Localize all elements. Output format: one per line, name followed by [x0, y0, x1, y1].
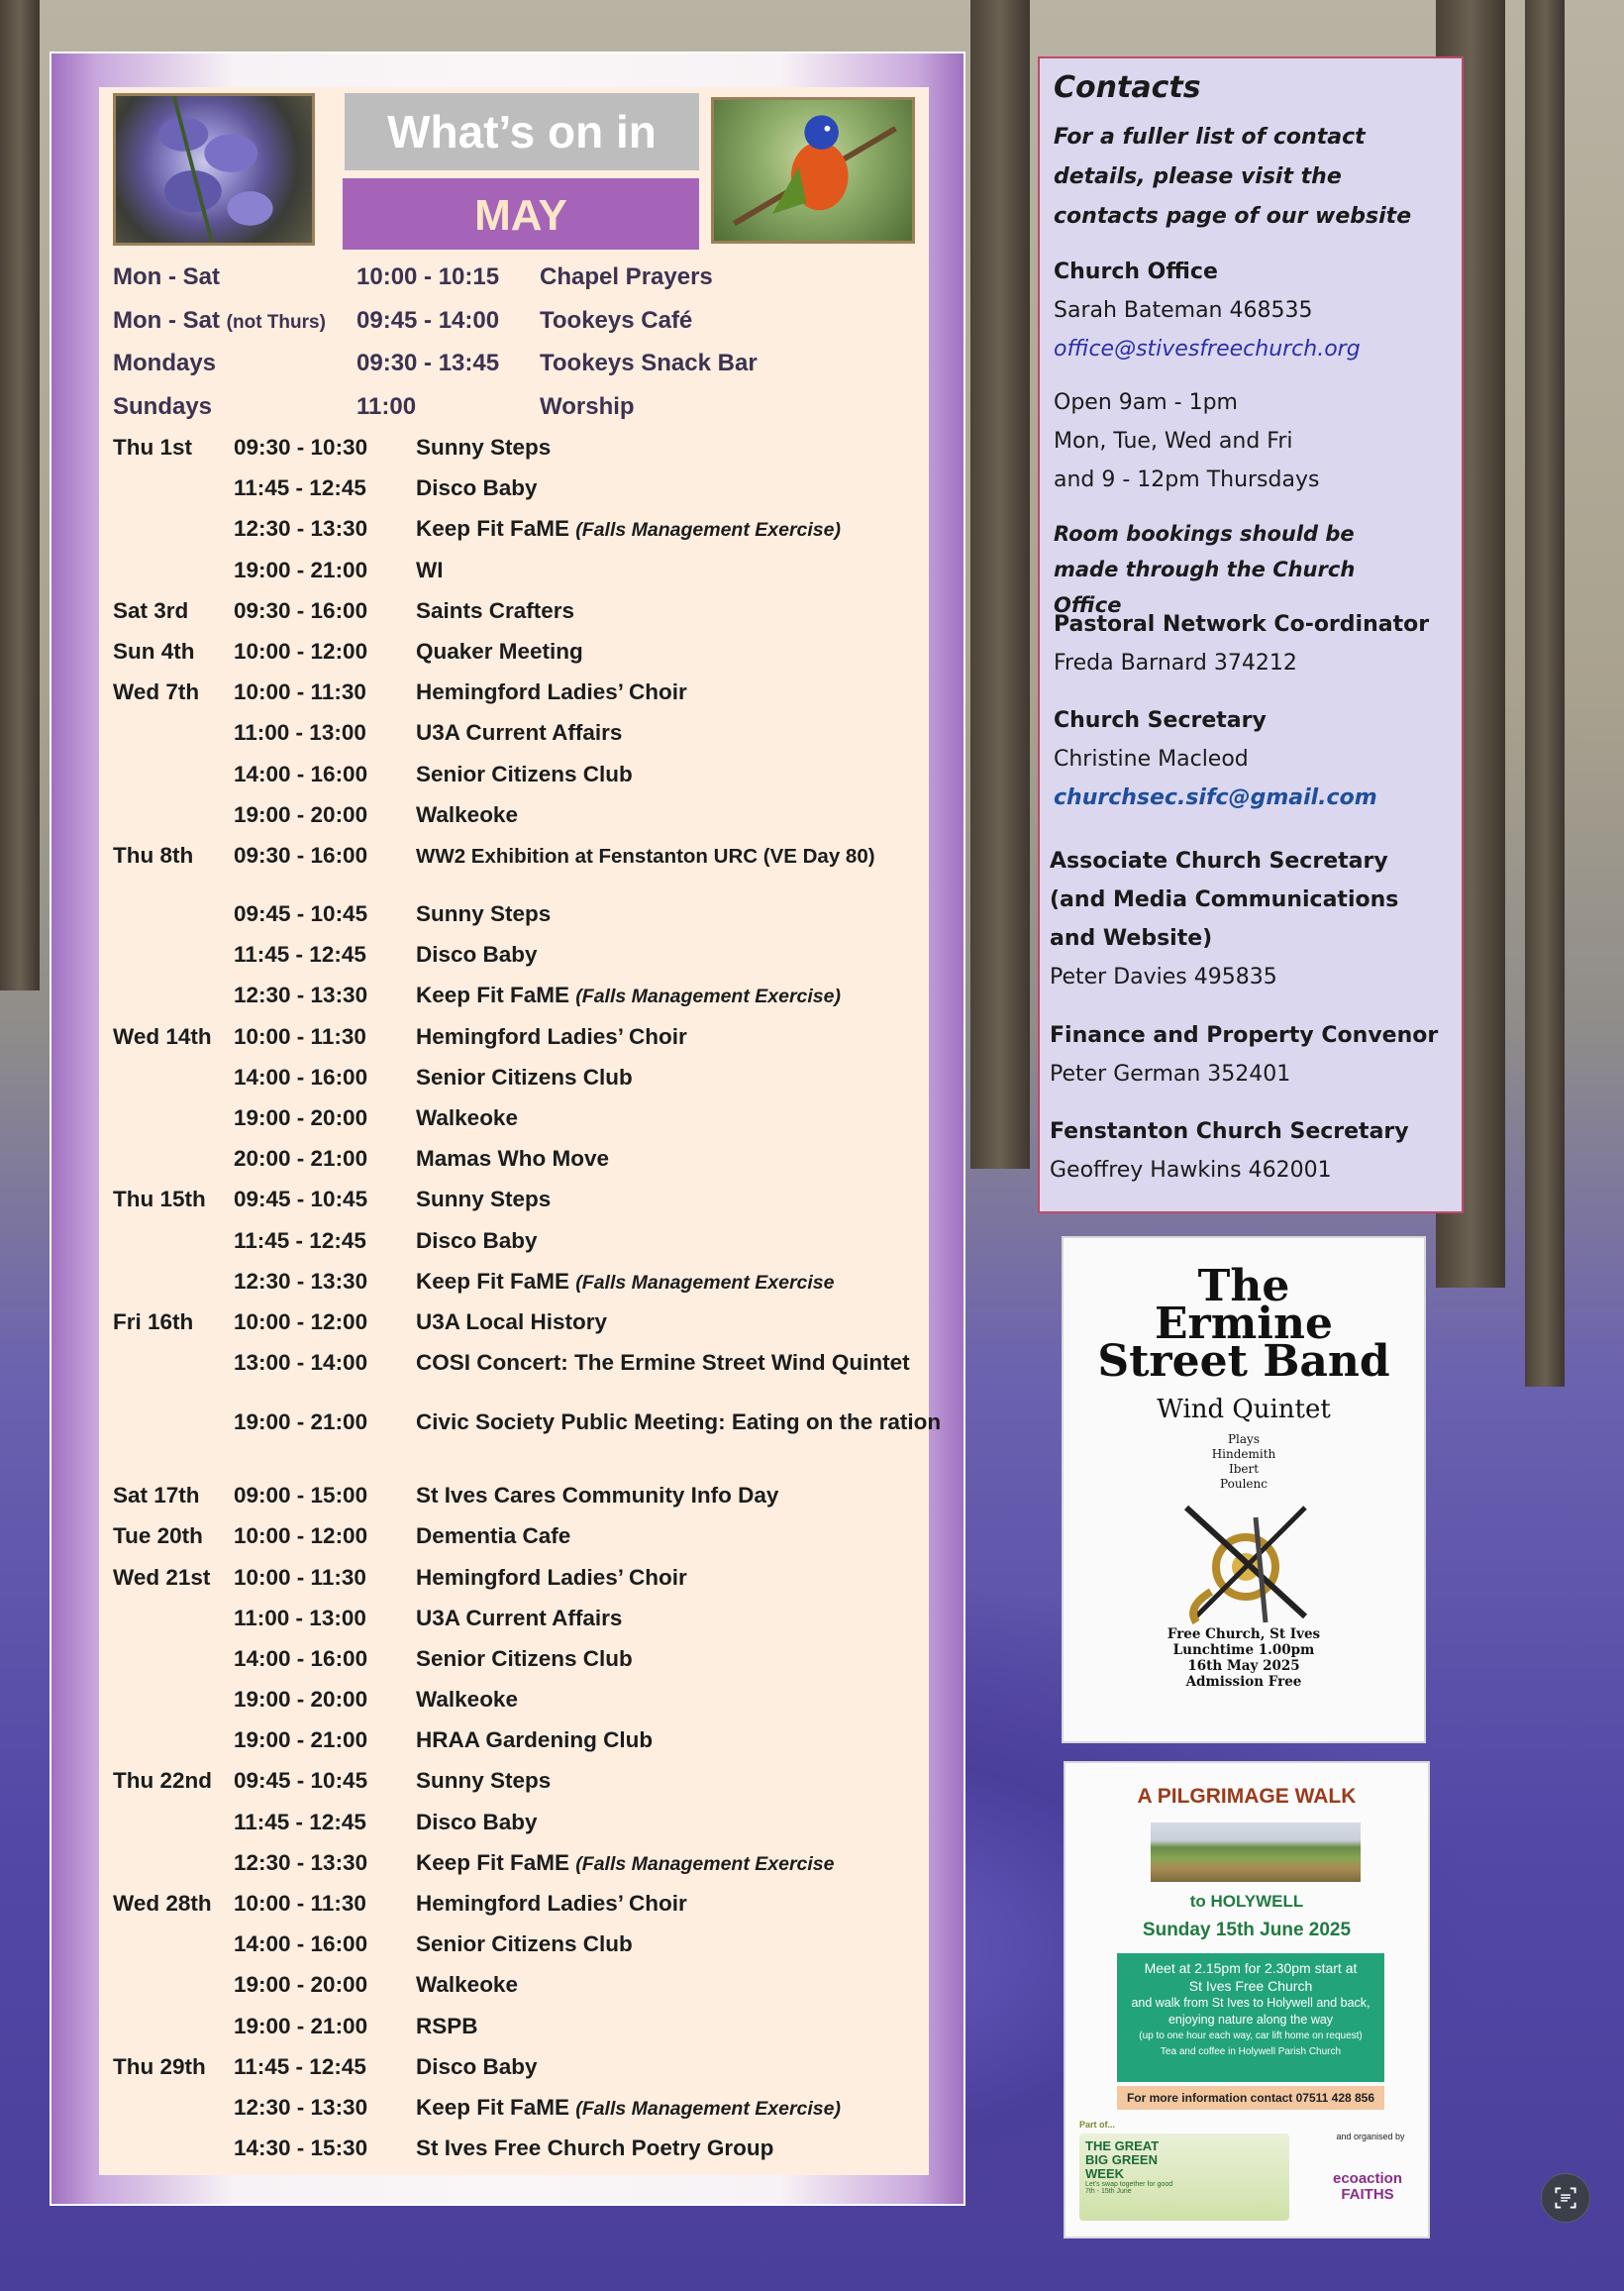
band-details: [1064, 1626, 1424, 1690]
event-title: Walkeoke: [416, 1687, 518, 1713]
event-time: 19:00 - 21:00: [234, 2013, 368, 2038]
finance-block: [1050, 1016, 1456, 1093]
event-title: Senior Citizens Club: [416, 1931, 633, 1957]
event-day: Thu 29th: [113, 2053, 206, 2079]
walk-detail: (up to one hour each way, car lift home on request): [1139, 2031, 1363, 2041]
tree-trunk: [1525, 0, 1565, 1387]
event-title: Disco Baby: [416, 942, 538, 968]
event-row: [113, 468, 945, 508]
regular-qualifier: (not Thurs): [226, 311, 326, 333]
event-name: [416, 1024, 687, 1050]
event-time: 10:00 - 11:30: [234, 679, 366, 705]
regular-row: [113, 344, 925, 387]
event-name: [416, 1810, 538, 1835]
event-title: Senior Citizens Club: [416, 1064, 633, 1090]
event-name: [416, 1850, 835, 1876]
event-time: 11:00 - 13:00: [234, 720, 366, 746]
event-title: Quaker Meeting: [416, 638, 583, 664]
walk-part-of: Part of...: [1079, 2120, 1116, 2130]
event-time: 12:30 - 13:30: [234, 1849, 368, 1875]
scan-text-icon: [1542, 2174, 1589, 2222]
event-title: Sunny Steps: [416, 901, 552, 927]
band-venue: Free Church, St Ives: [1167, 1626, 1321, 1642]
event-day: Sat 17th: [113, 1483, 200, 1509]
gbgw-line: WEEK: [1085, 2166, 1124, 2181]
event-time: 09:45 - 10:45: [234, 901, 368, 927]
office-hours-line: and 9 - 12pm Thursdays: [1054, 468, 1320, 492]
event-time: 19:00 - 20:00: [234, 1972, 368, 1998]
event-name: [416, 1523, 570, 1549]
event-row: [113, 2006, 945, 2046]
event-time: 19:00 - 20:00: [234, 801, 368, 827]
schedule-panel: [50, 52, 965, 2206]
event-day: Thu 8th: [113, 842, 194, 868]
event-title: WW2 Exhibition at Fenstanton URC (VE Day 80): [416, 844, 875, 868]
event-name: [416, 598, 574, 624]
event-title: HRAA Gardening Club: [416, 1727, 654, 1753]
regular-row: [113, 301, 925, 345]
event-title: Disco Baby: [416, 1227, 538, 1253]
bluebell-photo: [113, 93, 315, 246]
band-title: [1064, 1261, 1424, 1387]
event-row: [113, 1179, 945, 1219]
event-note: (Falls Management Exercise: [575, 1271, 835, 1294]
event-name: [416, 1606, 622, 1631]
header-title: What’s on in: [345, 93, 699, 170]
event-name: [416, 1483, 778, 1509]
event-time: 19:00 - 21:00: [234, 557, 368, 582]
ecoaction-faiths-logo: [1323, 2171, 1412, 2203]
event-name: [416, 679, 687, 705]
event-time: 19:00 - 21:00: [234, 1409, 368, 1435]
office-hours-line: Open 9am - 1pm: [1054, 390, 1238, 415]
event-time: 10:00 - 12:00: [234, 1523, 368, 1549]
secretary-label: Church Secretary: [1054, 708, 1267, 733]
event-row: [113, 1138, 945, 1179]
event-row: [113, 1016, 945, 1057]
event-title: Hemingford Ladies’ Choir: [416, 1023, 687, 1049]
event-time: 09:45 - 10:45: [234, 1768, 368, 1794]
event-row: [113, 1261, 945, 1302]
wind-instruments-illustration: [1176, 1498, 1315, 1626]
event-day: Wed 14th: [113, 1023, 212, 1049]
event-row: [113, 1402, 945, 1461]
band-time: Lunchtime 1.00pm: [1172, 1642, 1315, 1658]
contacts-panel: [1038, 56, 1464, 1213]
event-row: [113, 754, 945, 794]
event-row: [113, 1679, 945, 1719]
event-name: [416, 1065, 633, 1091]
event-title: COSI Concert: The Ermine Street Wind Quintet: [416, 1350, 910, 1376]
event-name: [416, 901, 551, 927]
landscape-photo: [1151, 1822, 1361, 1882]
event-row: [113, 934, 945, 975]
event-name: [416, 1105, 518, 1131]
band-title-line: The: [1197, 1261, 1290, 1311]
event-row: [113, 1802, 945, 1842]
regular-row: [113, 258, 925, 301]
band-admission: Admission Free: [1185, 1674, 1302, 1690]
event-time: 11:45 - 12:45: [234, 1809, 366, 1834]
event-title: Hemingford Ladies’ Choir: [416, 1564, 687, 1590]
event-title: Disco Baby: [416, 2053, 538, 2079]
event-name: [416, 475, 538, 501]
event-day: Thu 22nd: [113, 1768, 212, 1794]
walk-detail: enjoying nature along the way: [1167, 2013, 1334, 2027]
event-time: 12:30 - 13:30: [234, 1268, 368, 1294]
event-row: [113, 2046, 945, 2087]
event-title: Disco Baby: [416, 1809, 538, 1834]
event-row: [113, 1842, 945, 1883]
tree-trunk: [0, 0, 40, 990]
event-time: 11:00 - 13:00: [234, 1605, 366, 1630]
event-name: [416, 1972, 518, 1998]
header-month: MAY: [343, 178, 699, 250]
event-note: (Falls Management Exercise): [575, 519, 841, 542]
event-note: (Falls Management Exercise: [575, 1852, 835, 1875]
event-title: WI: [416, 557, 444, 582]
event-row: [113, 2087, 945, 2128]
event-name: [416, 1187, 551, 1212]
event-name: [416, 802, 518, 828]
event-time: 09:00 - 15:00: [234, 1483, 368, 1509]
great-big-green-week-logo: [1079, 2134, 1289, 2221]
bird-photo: [711, 97, 915, 244]
event-day: Tue 20th: [113, 1523, 203, 1549]
regular-time: 09:30 - 13:45: [356, 350, 500, 376]
event-title: St Ives Free Church Poetry Group: [416, 2135, 774, 2161]
event-row: [113, 1342, 945, 1402]
event-name: [416, 1407, 942, 1437]
band-plays: Plays: [1227, 1432, 1260, 1446]
band-date: 16th May 2025: [1187, 1658, 1300, 1674]
event-name: [416, 1646, 633, 1672]
walk-poster: [1064, 1761, 1430, 2239]
regular-row: [113, 387, 925, 431]
event-row: [113, 1097, 945, 1138]
event-row: [113, 1557, 945, 1598]
scan-text-button[interactable]: [1541, 2173, 1590, 2223]
event-title: Hemingford Ladies’ Choir: [416, 679, 687, 705]
event-name: [416, 2054, 538, 2080]
gbgw-tagline: Let's swap together for good: [1085, 2181, 1173, 2188]
office-hours-block: [1054, 383, 1460, 499]
regular-events: [113, 258, 925, 430]
eco-line: FAITHS: [1341, 2186, 1394, 2203]
church-office-label: Church Office: [1054, 260, 1218, 284]
walk-details-box: [1117, 1953, 1384, 2082]
band-poster: [1062, 1236, 1426, 1743]
event-title: Keep Fit FaME: [416, 2094, 570, 2120]
regular-name: Chapel Prayers: [540, 263, 713, 290]
event-row: [113, 893, 945, 934]
event-row: [113, 975, 945, 1015]
event-time: 10:00 - 12:00: [234, 1308, 368, 1334]
regular-name: Tookeys Snack Bar: [540, 350, 758, 376]
event-name: [416, 1269, 835, 1295]
event-name: [416, 1891, 687, 1917]
associate-label: and Website): [1050, 926, 1213, 951]
event-row: [113, 1515, 945, 1556]
event-title: Senior Citizens Club: [416, 761, 633, 786]
event-time: 14:00 - 16:00: [234, 1064, 368, 1090]
finance-label: Finance and Property Convenor: [1050, 1023, 1439, 1048]
gbgw-dates: 7th - 15th June: [1085, 2188, 1132, 2195]
regular-days: Mon - Sat: [113, 263, 220, 290]
event-row: [113, 631, 945, 672]
band-title-line: Ermine: [1155, 1299, 1333, 1349]
regular-name: Tookeys Café: [540, 306, 693, 334]
event-time: 10:00 - 11:30: [234, 1891, 366, 1916]
contacts-intro: For a fuller list of contact details, please visit the contacts page of our website: [1054, 125, 1412, 229]
walk-detail: St Ives Free Church: [1188, 1978, 1313, 1994]
event-day: Sat 3rd: [113, 597, 189, 623]
event-row: [113, 712, 945, 753]
regular-days: Mondays: [113, 350, 217, 376]
pastoral-block: [1054, 605, 1460, 682]
event-time: 11:45 - 12:45: [234, 1227, 366, 1253]
fenstanton-label: Fenstanton Church Secretary: [1050, 1119, 1409, 1144]
event-note: (Falls Management Exercise): [575, 986, 841, 1008]
event-time: 19:00 - 20:00: [234, 1687, 368, 1713]
band-title-line: Street Band: [1097, 1336, 1390, 1387]
walk-organised-by: and organised by: [1336, 2132, 1405, 2141]
event-time: 09:30 - 16:00: [234, 842, 368, 868]
pastoral-person: Freda Barnard 374212: [1054, 651, 1297, 676]
event-name: [416, 983, 841, 1008]
office-hours-line: Mon, Tue, Wed and Fri: [1054, 429, 1293, 454]
bookings-note: Room bookings should be made through the Church Office: [1054, 522, 1356, 617]
event-time: 11:45 - 12:45: [234, 2053, 366, 2079]
event-time: 13:00 - 14:00: [234, 1350, 368, 1376]
event-day: Wed 21st: [113, 1564, 211, 1590]
event-name: [416, 1687, 518, 1713]
event-title: Keep Fit FaME: [416, 983, 570, 1008]
contacts-title: Contacts: [1054, 70, 1201, 105]
walk-detail: and walk from St Ives to Holywell and back,: [1131, 1996, 1370, 2010]
band-subtitle: Wind Quintet: [1157, 1395, 1331, 1424]
regular-time: 09:45 - 14:00: [356, 306, 500, 334]
event-row: [113, 1598, 945, 1638]
event-title: Dementia Cafe: [416, 1523, 571, 1549]
event-time: 19:00 - 20:00: [234, 1105, 368, 1130]
secretary-block: [1054, 701, 1460, 817]
event-day: Wed 7th: [113, 679, 200, 705]
event-day: Thu 1st: [113, 435, 193, 460]
event-row: [113, 590, 945, 631]
event-name: [416, 1768, 551, 1794]
event-title: Walkeoke: [416, 801, 518, 827]
event-time: 14:30 - 15:30: [234, 2135, 368, 2161]
regular-days: Sundays: [113, 392, 213, 420]
event-title: Mamas Who Move: [416, 1146, 610, 1172]
gbgw-line: BIG GREEN: [1085, 2152, 1158, 2167]
gbgw-line: THE GREAT: [1085, 2138, 1160, 2153]
event-time: 14:00 - 16:00: [234, 1645, 368, 1671]
event-time: 19:00 - 21:00: [234, 1727, 368, 1753]
church-office-person: Sarah Bateman 468535: [1054, 298, 1313, 323]
event-day: Thu 15th: [113, 1187, 206, 1212]
eco-line: ecoaction: [1332, 2170, 1403, 2187]
event-time: 11:45 - 12:45: [234, 475, 366, 501]
event-day: Sun 4th: [113, 638, 195, 664]
event-title: Civic Society Public Meeting: Eating on the ration: [416, 1409, 942, 1435]
band-composer: Poulenc: [1220, 1477, 1268, 1491]
event-row: [113, 1719, 945, 1760]
event-time: 11:45 - 12:45: [234, 942, 366, 968]
event-time: 12:30 - 13:30: [234, 516, 368, 542]
walk-detail: Meet at 2.15pm for 2.30pm start at: [1144, 1960, 1358, 1976]
regular-time: 10:00 - 10:15: [356, 263, 500, 290]
fenstanton-person: Geoffrey Hawkins 462001: [1050, 1158, 1332, 1183]
event-title: Keep Fit FaME: [416, 516, 570, 542]
event-title: Hemingford Ladies’ Choir: [416, 1891, 687, 1916]
event-day: Fri 16th: [113, 1308, 194, 1334]
event-title: U3A Local History: [416, 1308, 607, 1334]
event-row: [113, 2128, 945, 2168]
event-name: [416, 2095, 841, 2121]
event-time: 10:00 - 11:30: [234, 1564, 366, 1590]
event-name: [416, 2135, 773, 2161]
event-time: 20:00 - 21:00: [234, 1146, 368, 1172]
event-name: [416, 1931, 633, 1957]
walk-title: A PILGRIMAGE WALK: [1137, 1785, 1357, 1808]
event-name: [416, 1228, 538, 1254]
event-title: Keep Fit FaME: [416, 1268, 570, 1294]
event-row: [113, 672, 945, 712]
regular-name: Worship: [540, 392, 635, 420]
event-time: 09:30 - 10:30: [234, 435, 368, 460]
secretary-person: Christine Macleod: [1054, 747, 1249, 772]
walk-destination: to HOLYWELL: [1189, 1892, 1304, 1911]
event-list: [113, 427, 945, 2168]
event-title: Saints Crafters: [416, 597, 575, 623]
event-title: U3A Current Affairs: [416, 1605, 623, 1630]
walk-detail: Tea and coffee in Holywell Parish Church: [1160, 2046, 1342, 2057]
finance-person: Peter German 352401: [1050, 1062, 1291, 1087]
event-row: [113, 1638, 945, 1679]
event-title: Senior Citizens Club: [416, 1645, 633, 1671]
event-name: [416, 435, 551, 461]
event-name: [416, 1727, 653, 1753]
regular-time: 11:00: [356, 392, 417, 420]
event-time: 10:00 - 12:00: [234, 638, 368, 664]
event-row: [113, 1924, 945, 1964]
event-title: Walkeoke: [416, 1972, 518, 1998]
event-note: (Falls Management Exercise): [575, 2097, 841, 2120]
pastoral-label: Pastoral Network Co-ordinator: [1054, 612, 1430, 637]
event-time: 09:30 - 16:00: [234, 597, 368, 623]
event-time: 10:00 - 11:30: [234, 1023, 366, 1049]
event-name: [416, 639, 583, 665]
event-time: 12:30 - 13:30: [234, 983, 368, 1008]
event-name: [416, 762, 633, 787]
tree-trunk: [970, 0, 1030, 1169]
walk-contact: For more information contact 07511 428 856: [1117, 2086, 1384, 2110]
event-title: Sunny Steps: [416, 435, 552, 460]
event-name: [416, 1565, 687, 1591]
event-row: [113, 1475, 945, 1515]
church-office-block: [1054, 253, 1460, 368]
event-title: Keep Fit FaME: [416, 1849, 570, 1875]
band-composers: [1064, 1432, 1424, 1492]
event-title: RSPB: [416, 2013, 478, 2038]
church-office-email-link[interactable]: office@stivesfreechurch.org: [1054, 337, 1361, 362]
event-row: [113, 1883, 945, 1924]
event-name: [416, 1348, 910, 1378]
event-row: [113, 1964, 945, 2005]
event-name: [416, 942, 538, 968]
event-name: [416, 2014, 478, 2039]
associate-secretary-block: [1050, 842, 1456, 996]
event-name: [416, 720, 622, 746]
event-name: [416, 1309, 607, 1335]
event-row: [113, 1302, 945, 1342]
secretary-email-link[interactable]: churchsec.sifc@gmail.com: [1054, 785, 1377, 810]
event-row: [113, 508, 945, 549]
event-time: 12:30 - 13:30: [234, 2094, 368, 2120]
event-time: 14:00 - 16:00: [234, 761, 368, 786]
event-time: 09:45 - 10:45: [234, 1187, 368, 1212]
associate-label: (and Media Communications: [1050, 887, 1399, 912]
associate-person: Peter Davies 495835: [1050, 965, 1277, 989]
event-row: [113, 427, 945, 468]
walk-date: Sunday 15th June 2025: [1142, 1920, 1352, 1940]
associate-label: Associate Church Secretary: [1050, 849, 1388, 874]
event-row: [113, 550, 945, 590]
event-name: [416, 1146, 609, 1172]
event-name: [416, 516, 841, 542]
event-title: Sunny Steps: [416, 1187, 552, 1212]
event-title: U3A Current Affairs: [416, 720, 623, 746]
band-composer: Hindemith: [1211, 1447, 1276, 1461]
event-title: Disco Baby: [416, 475, 538, 501]
event-name: [416, 845, 875, 869]
band-composer: Ibert: [1228, 1462, 1260, 1476]
event-title: Sunny Steps: [416, 1768, 552, 1794]
event-row: [113, 1220, 945, 1261]
event-row: [113, 1760, 945, 1801]
event-row: [113, 1057, 945, 1097]
fenstanton-block: [1050, 1112, 1456, 1190]
event-time: 14:00 - 16:00: [234, 1931, 368, 1957]
event-row: [113, 835, 945, 876]
event-title: St Ives Cares Community Info Day: [416, 1483, 779, 1509]
event-title: Walkeoke: [416, 1105, 518, 1130]
event-name: [416, 558, 444, 583]
event-row: [113, 794, 945, 835]
regular-days: Mon - Sat (not Thurs): [113, 306, 326, 334]
event-day: Wed 28th: [113, 1891, 212, 1916]
